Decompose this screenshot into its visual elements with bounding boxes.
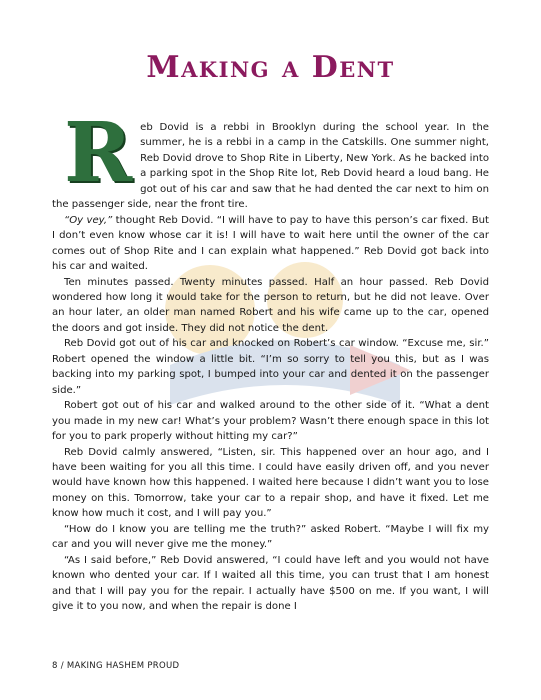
paragraph-5: Robert got out of his car and walked around to the other side of it. “What a dent you made in my new car! What’s your problem? Wasn’t there enough space in this lot for you to park properly without hitting my car?” (52, 400, 489, 443)
paragraph-7: “How do I know you are telling me the truth?” asked Robert. “Maybe I will fix my car and you will never give me the money.” (52, 523, 489, 551)
drop-cap-letter: R (64, 105, 133, 201)
oy-vey-italic: “Oy vey,” (64, 214, 113, 226)
chapter-title: Making a Dent (146, 50, 395, 85)
paragraph-3: Ten minutes passed. Twenty minutes passed. Half an hour passed. Reb Dovid wondered how long it would take for the person to return, but he did not leave. Over an hour later, an older man named Robert and his wife came up to the car, opened the doors and got inside. They did not notice the dent. (52, 276, 489, 334)
paragraph-1: Reb Dovid is a rebbi in Brooklyn during the school year. In the summer, he is a rebbi in a camp in the Catskills. One summer night, Reb Dovid drove to Shop Rite in Liberty, New York. As he backed into a parking spot in the Shop Rite lot, Reb Dovid heard a loud bang. He got out of his car and saw that he had dented the car next to him on the passenger side, near the front tire. (52, 105, 489, 211)
paragraph-4: Reb Dovid got out of his car and knocked on Robert’s car window. “Excuse me, sir.” Robert opened the window a little bit. “I’m so sorry to tell you this, but as I was backing into my parking spot, I bumped into your car and dented it on the passenger side.” (52, 338, 489, 396)
paragraph-8: “As I said before,” Reb Dovid answered, “I could have left and you would not have known who dented your car. If I waited all this time, you can trust that I am honest and that I will pay you for the repair. I actually have $500 on me. If you want, I will give it to you now, and when the repair is done I (52, 554, 489, 613)
page-footer: 8 / MAKING HASHEM PROUD (52, 661, 180, 671)
paragraph-6: Reb Dovid calmly answered, “Listen, sir. This happened over an hour ago, and I have been waiting for you all this time. I could have easily driven off, and you never would have known how this happened. I waited here because I didn’t want you to lose money on this. Tomorrow, take your car to a repair shop, and have it fixed. Let me know how much it cost, and I will pay you.” (52, 446, 489, 520)
paragraph-2: “Oy vey,” thought Reb Dovid. “I will have to pay to have this person’s car fixed. But I don’t even know whose car it is! I will have to wait here until the owner of the car comes out of Shop Rite and I can explain what happened.” Reb Dovid got back into his car and waited. (52, 214, 489, 273)
story-text (52, 105, 489, 615)
